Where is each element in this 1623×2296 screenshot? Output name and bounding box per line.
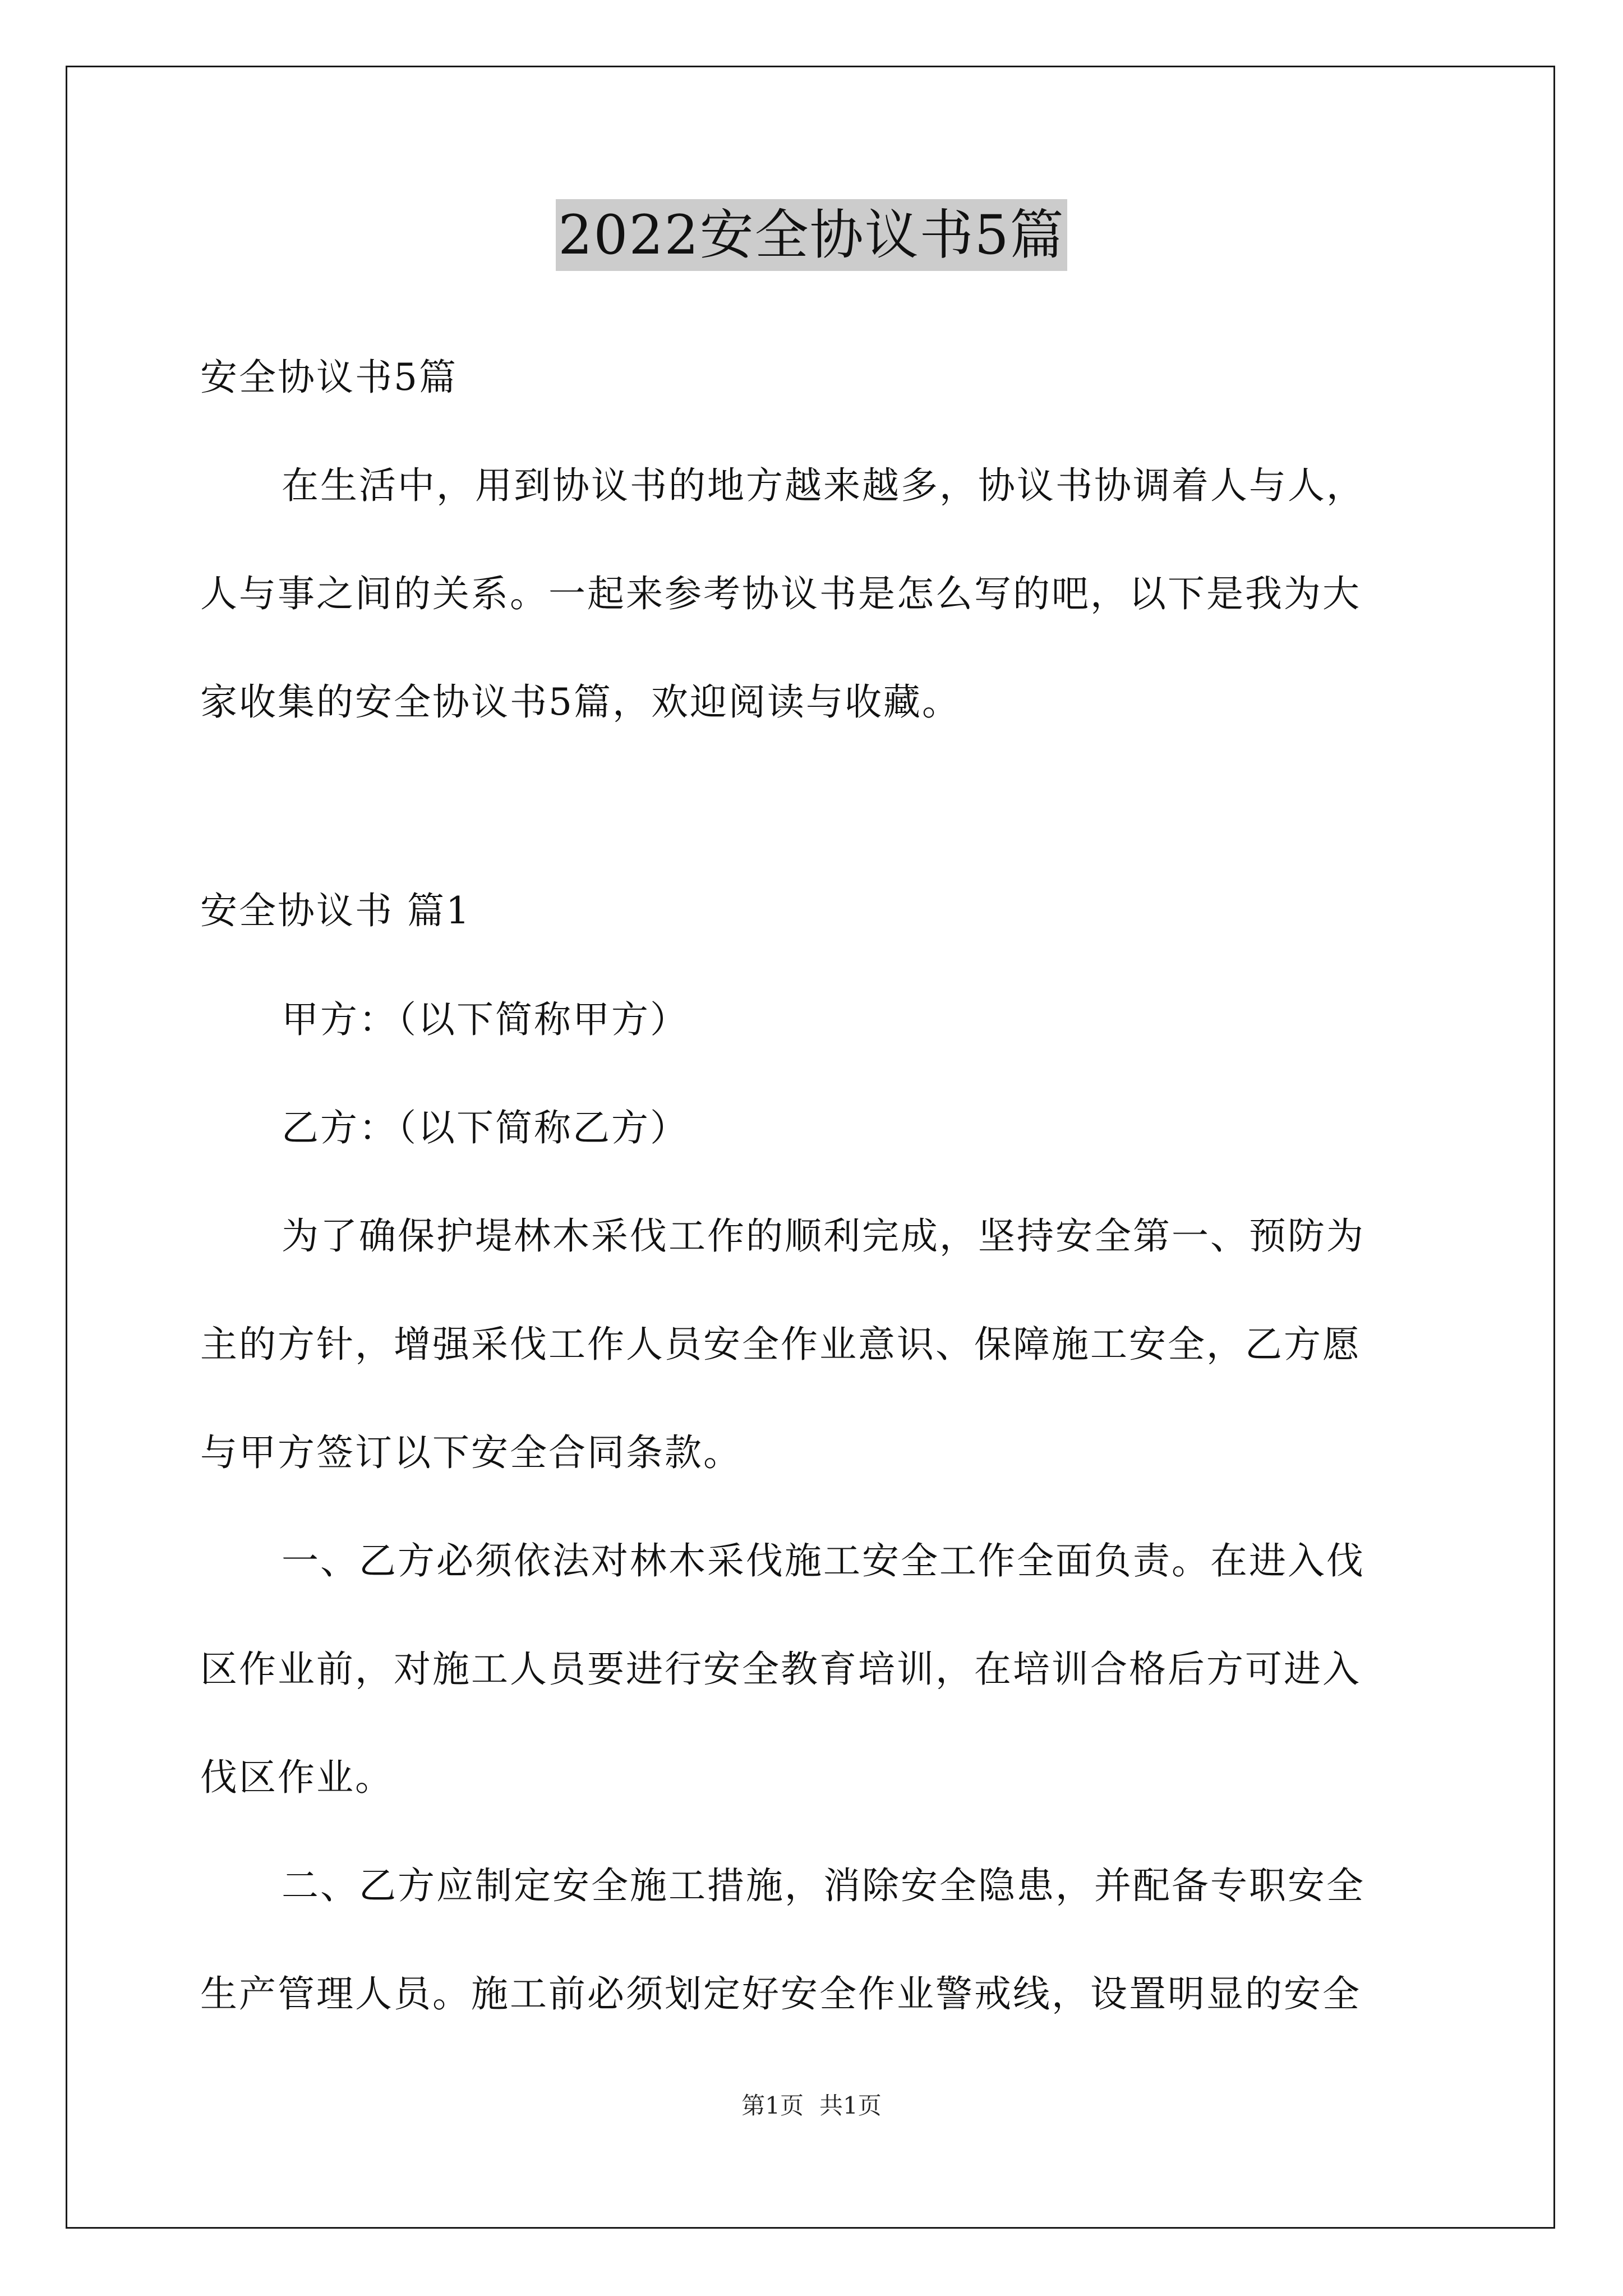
page-footer: [0, 2090, 1623, 2122]
paragraph-line: 为了确保护堤林木采伐工作的顺利完成，坚持安全第一、预防为: [282, 1214, 1365, 1258]
party-b-line: 乙方：（以下简称乙方）: [282, 1106, 689, 1149]
intro-line: 人与事之间的关系。一起来参考协议书是怎么写的吧，以下是我为大: [200, 572, 1361, 615]
page-total: 共1页: [819, 2092, 882, 2119]
intro-line: 家收集的安全协议书5篇，欢迎阅读与收藏。: [200, 680, 961, 724]
paragraph-line: 一、乙方必须依法对林木采伐施工安全工作全面负责。在进入伐: [282, 1539, 1365, 1582]
page-number: 第1页: [741, 2092, 804, 2119]
intro-line: 在生活中，用到协议书的地方越来越多，协议书协调着人与人，: [282, 464, 1365, 507]
paragraph-line: 生产管理人员。施工前必须划定好安全作业警戒线，设置明显的安全: [200, 1972, 1361, 2016]
party-a-line: 甲方：（以下简称甲方）: [282, 998, 689, 1041]
section-heading: 安全协议书 篇1: [200, 889, 471, 932]
paragraph-line: 二、乙方应制定安全施工措施，消除安全隐患，并配备专职安全: [282, 1864, 1365, 1907]
paragraph-line: 与甲方签订以下安全合同条款。: [200, 1431, 742, 1474]
title-container: [0, 199, 1623, 271]
paragraph-line: 区作业前，对施工人员要进行安全教育培训，在培训合格后方可进入: [200, 1648, 1361, 1691]
subtitle: 安全协议书5篇: [200, 356, 458, 399]
paragraph-line: 伐区作业。: [200, 1756, 394, 1799]
page-title: 2022安全协议书5篇: [556, 199, 1067, 271]
paragraph-line: 主的方针，增强采伐工作人员安全作业意识、保障施工安全，乙方愿: [200, 1323, 1361, 1366]
